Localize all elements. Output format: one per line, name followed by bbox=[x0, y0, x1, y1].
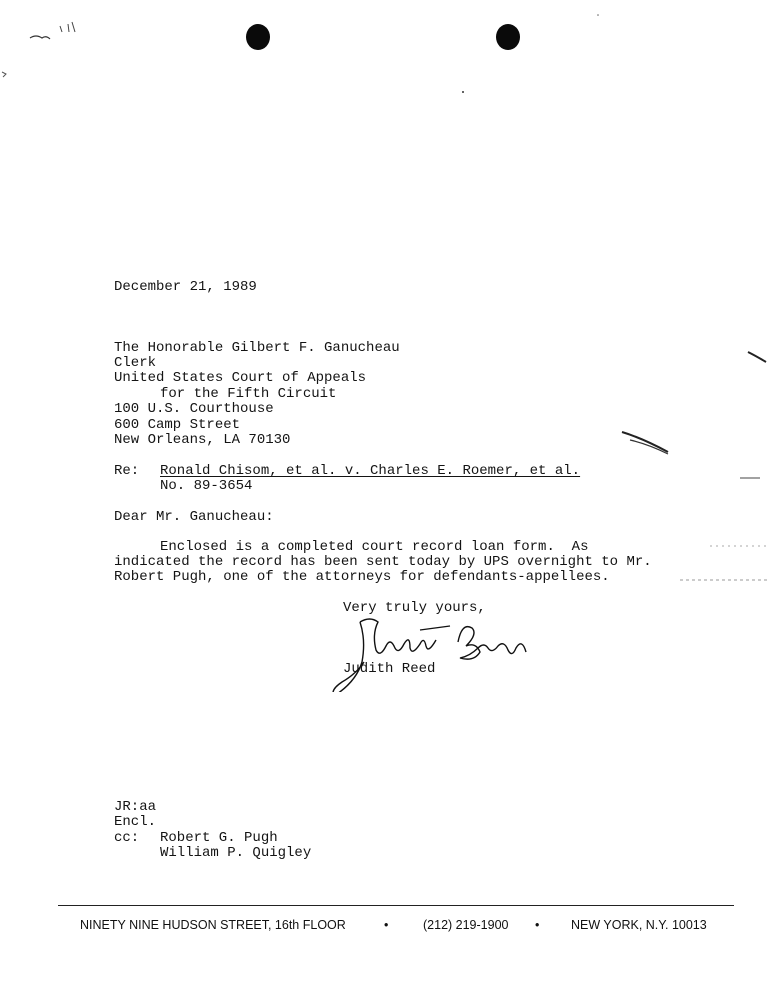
body-line: indicated the record has been sent today by UPS overnight to Mr. bbox=[114, 554, 652, 570]
addressee-line: 600 Camp Street bbox=[114, 417, 241, 433]
cc-recipient: William P. Quigley bbox=[160, 845, 312, 861]
cc-recipient: Robert G. Pugh bbox=[160, 830, 278, 846]
re-label: Re: bbox=[114, 463, 140, 479]
re-case-number: No. 89-3654 bbox=[160, 478, 253, 494]
salutation: Dear Mr. Ganucheau: bbox=[114, 509, 274, 525]
footer-rule bbox=[58, 905, 734, 906]
signer-name: Judith Reed bbox=[343, 661, 436, 677]
re-case-name: Ronald Chisom, et al. v. Charles E. Roemer, et al. bbox=[160, 463, 581, 479]
footer-bullet: • bbox=[535, 918, 540, 932]
footer-bullet: • bbox=[384, 918, 389, 932]
addressee-line: The Honorable Gilbert F. Ganucheau bbox=[114, 340, 400, 356]
addressee-line: 100 U.S. Courthouse bbox=[114, 401, 274, 417]
enclosure-note: Encl. bbox=[114, 814, 157, 830]
addressee-line: New Orleans, LA 70130 bbox=[114, 432, 291, 448]
body-line: Robert Pugh, one of the attorneys for defendants-appellees. bbox=[114, 569, 610, 585]
addressee-line: United States Court of Appeals bbox=[114, 370, 367, 386]
handwritten-signature bbox=[330, 612, 530, 692]
letter-date: December 21, 1989 bbox=[114, 279, 257, 295]
addressee-line: Clerk bbox=[114, 355, 157, 371]
body-line: Enclosed is a completed court record loan form. As bbox=[160, 539, 589, 555]
typist-initials: JR:aa bbox=[114, 799, 157, 815]
footer-phone: (212) 219-1900 bbox=[423, 918, 509, 932]
closing: Very truly yours, bbox=[343, 600, 486, 616]
addressee-line: for the Fifth Circuit bbox=[160, 386, 337, 402]
footer-city: NEW YORK, N.Y. 10013 bbox=[571, 918, 707, 932]
cc-label: cc: bbox=[114, 830, 140, 846]
footer-address: NINETY NINE HUDSON STREET, 16th FLOOR bbox=[80, 918, 346, 932]
